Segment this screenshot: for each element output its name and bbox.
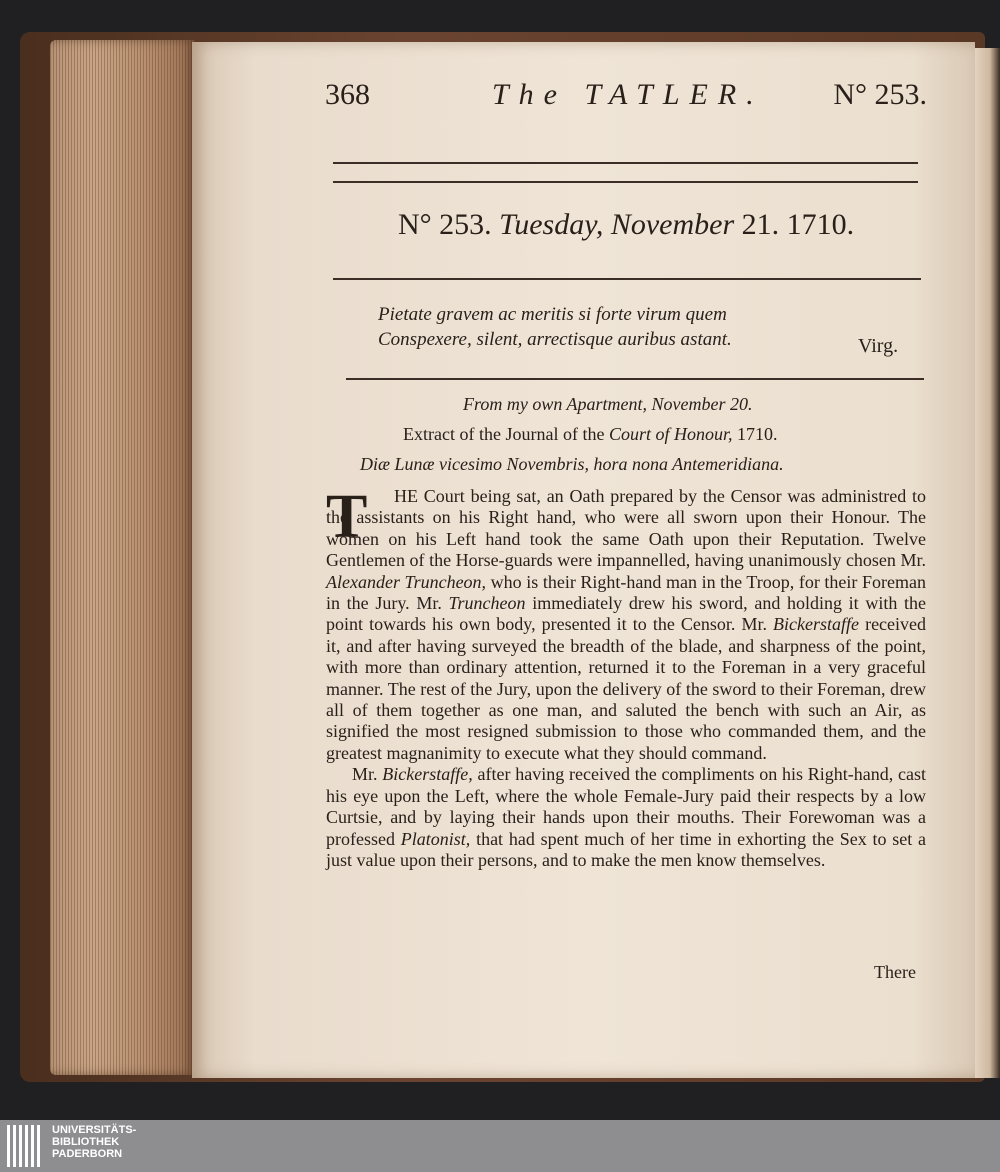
extract-prefix: Extract of the Journal of the: [403, 424, 605, 444]
date-heading: Diæ Lunæ vicesimo Novembris, hora nona Antemeridiana.: [360, 454, 784, 474]
paragraph-2: Mr. Bickerstaffe, after having received the compliments on his Right-hand, cast his eye upon the Left, where the whole Female-Jury paid their respects by a low Curtsie, and by laying their hands upon their mouths. Their Forewoman was a professed Platonist, that had spent much of her time in exhorting the Sex to set a just value upon their persons, and to make the men know themselves.: [326, 764, 927, 870]
epigraph-rule: [346, 378, 924, 380]
title-rule: [333, 278, 921, 280]
dateline: From my own Apartment, November 20.: [463, 394, 753, 414]
header-rule-bottom: [333, 181, 918, 183]
title-weekday-date: Tuesday, November: [499, 208, 735, 241]
catchword: There: [874, 962, 916, 982]
header-rule-top: [333, 162, 918, 164]
paragraph-1: HE Court being sat, an Oath prepared by the Censor was administred to the assistants on his Right hand, who were all sworn upon their Honour. The women on his Left hand took the same Oath upon their Reputation. Twelve Gentlemen of the Horse-guards were impannelled, having unanimously chosen Mr. Alexander Truncheon, who is their Right-hand man in the Troop, for their Foreman in the Jury. Mr. Truncheon immediately drew his sword, and holding it with the point towards his own body, presented it to the Censor. Mr. Bickerstaffe received it, and after having surveyed the breadth of the blade, and sharpness of the point, with more than ordinary attention, returned it to the Foreman in a very graceful manner. The rest of the Jury, upon the delivery of the sword to their Foreman, drew all of them together as one man, and saluted the bench with such an Air, as signified the most resigned submission to those who commanded them, and the greatest magnanimity to execute what they should command.: [326, 486, 927, 763]
body-text: [326, 483, 927, 871]
running-header: [325, 78, 937, 118]
epigraph: [378, 302, 918, 352]
epigraph-line-2: Conspexere, silent, arrectisque auribus astant.: [378, 329, 732, 350]
extract-heading: [403, 424, 777, 445]
title-day-year: 21. 1710.: [741, 208, 855, 241]
epigraph-source: Virg.: [858, 335, 899, 357]
page-block-edge: [50, 40, 195, 1075]
drop-cap: T: [326, 483, 368, 551]
extract-court: Court of Honour,: [608, 424, 733, 444]
library-logo-text: UNIVERSITÄTS- BIBLIOTHEK PADERBORN: [52, 1124, 137, 1160]
issue-title: [398, 208, 854, 242]
library-footer: [0, 1120, 1000, 1172]
page-number: 368: [325, 78, 370, 111]
library-logo-icon: [6, 1123, 46, 1169]
right-page-edge: [975, 48, 1000, 1078]
extract-year: 1710.: [736, 424, 778, 444]
header-issue-number: N° 253.: [833, 78, 927, 111]
running-title: The TATLER.: [492, 78, 764, 111]
title-issue-number: N° 253.: [398, 208, 492, 241]
epigraph-line-1: Pietate gravem ac meritis si forte virum quem: [378, 304, 727, 325]
